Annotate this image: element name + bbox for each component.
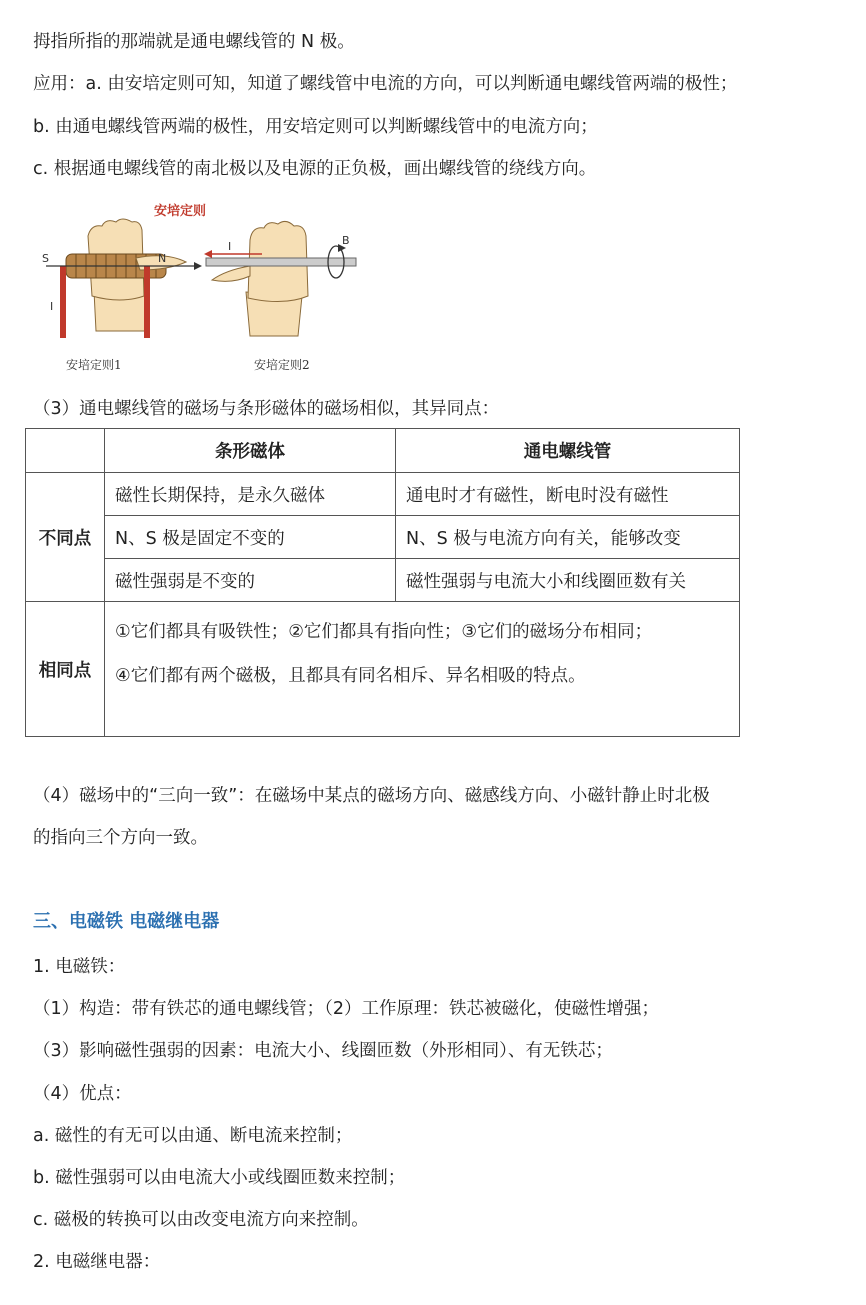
para-three-directions-2: 的指向三个方向一致。 xyxy=(33,828,208,848)
row-label-similarities: 相同点 xyxy=(26,602,105,737)
label-b: B xyxy=(342,234,350,247)
header-solenoid: 通电螺线管 xyxy=(396,429,740,473)
table-cell: N、S 极是固定不变的 xyxy=(105,516,396,559)
label-i-right: I xyxy=(228,240,232,253)
table-row xyxy=(26,559,740,602)
text-line-relay: 2. 电磁继电器： xyxy=(33,1252,161,1272)
table-cell: 磁性强弱是不变的 xyxy=(105,559,396,602)
figure-caption-2: 安培定则2 xyxy=(254,358,310,372)
table-cell: 磁性强弱与电流大小和线圈匝数有关 xyxy=(396,559,740,602)
comparison-intro: （3）通电螺线管的磁场与条形磁体的磁场相似，其异同点： xyxy=(33,399,500,419)
text-line-advantages: （4）优点： xyxy=(33,1084,132,1104)
section-heading: 三、电磁铁 电磁继电器 xyxy=(33,911,220,932)
table-row xyxy=(26,473,740,516)
text-line-application-c: c. 根据通电螺线管的南北极以及电源的正负极，画出螺线管的绕线方向。 xyxy=(33,159,597,179)
header-bar-magnet: 条形磁体 xyxy=(105,429,396,473)
ampere-rule-illustration xyxy=(36,196,366,356)
row-label-differences: 不同点 xyxy=(26,473,105,602)
table-cell: 磁性长期保持，是永久磁体 xyxy=(105,473,396,516)
similarity-line-1: ①它们都具有吸铁性；②它们都具有指向性；③它们的磁场分布相同； xyxy=(115,622,653,642)
text-line-structure: （1）构造：带有铁芯的通电螺线管；（2）工作原理：铁芯被磁化，使磁性增强； xyxy=(33,999,660,1019)
table-header-row xyxy=(26,429,740,473)
figure-title: 安培定则 xyxy=(154,204,207,219)
comparison-table xyxy=(25,428,740,737)
table-corner-cell xyxy=(26,429,105,473)
hand-wire-drawing xyxy=(204,221,356,336)
text-line-advantage-b: b. 磁性强弱可以由电流大小或线圈匝数来控制； xyxy=(33,1168,406,1188)
similarities-cell xyxy=(105,602,740,737)
text-line-application-b: b. 由通电螺线管两端的极性，用安培定则可以判断螺线管中的电流方向； xyxy=(33,117,598,137)
table-row xyxy=(26,516,740,559)
hand-solenoid-drawing xyxy=(46,219,202,338)
figure-caption-1: 安培定则1 xyxy=(66,358,122,372)
similarity-line-2: ④它们都有两个磁极，且都具有同名相斥、异名相吸的特点。 xyxy=(115,666,586,686)
text-line-n-pole: 拇指所指的那端就是通电螺线管的 N 极。 xyxy=(33,32,355,52)
label-i-left: I xyxy=(50,300,54,313)
table-cell: N、S 极与电流方向有关，能够改变 xyxy=(396,516,740,559)
text-line-electromagnet: 1. 电磁铁： xyxy=(33,957,126,977)
text-line-application-a: 应用：a. 由安培定则可知，知道了螺线管中电流的方向，可以判断通电螺线管两端的极性； xyxy=(33,74,738,94)
text-line-advantage-a: a. 磁性的有无可以由通、断电流来控制； xyxy=(33,1126,353,1146)
text-line-factors: （3）影响磁性强弱的因素：电流大小、线圈匝数（外形相同）、有无铁芯； xyxy=(33,1041,613,1061)
para-three-directions-1: （4）磁场中的“三向一致”：在磁场中某点的磁场方向、磁感线方向、小磁针静止时北极 xyxy=(33,786,710,806)
text-line-advantage-c: c. 磁极的转换可以由改变电流方向来控制。 xyxy=(33,1210,369,1230)
label-s: S xyxy=(42,252,49,265)
label-n: N xyxy=(158,252,167,265)
ampere-rule-figure xyxy=(36,196,366,386)
table-cell: 通电时才有磁性，断电时没有磁性 xyxy=(396,473,740,516)
table-row xyxy=(26,602,740,737)
